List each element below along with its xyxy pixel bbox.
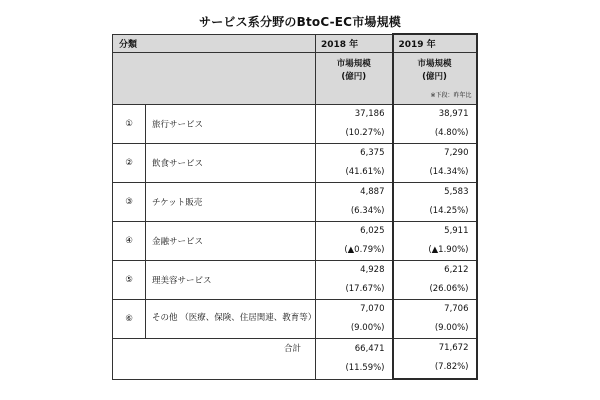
rate-2019: (26.06%) (429, 283, 469, 294)
total-2019 (393, 338, 477, 379)
yoy-note: ※下段：昨年比 (430, 91, 472, 99)
row-number: ⑥ (113, 299, 146, 338)
header-year-2018: 2018 年 (316, 34, 393, 52)
row-number: ① (113, 104, 146, 143)
row-number: ⑤ (113, 260, 146, 299)
table-row (113, 221, 477, 260)
value-2019: 5,583 (444, 186, 469, 197)
value-2018: 7,070 (360, 303, 385, 314)
unit-label: (億円) (422, 72, 447, 82)
row-number: ② (113, 143, 146, 182)
value-2019: 6,212 (444, 264, 469, 275)
rate-2018: (17.67%) (345, 283, 385, 294)
rate-2019: (▲1.90%) (428, 244, 469, 255)
rate-2019: (14.34%) (429, 166, 469, 177)
cell-2018 (316, 182, 393, 221)
row-name: 金融サービス (146, 221, 316, 260)
table-row (113, 299, 477, 338)
cell-2019 (393, 299, 477, 338)
table-row (113, 260, 477, 299)
rate-2018: (10.27%) (345, 127, 385, 138)
rate-2018: (6.34%) (350, 205, 385, 216)
total-2018 (316, 338, 393, 379)
cell-2018 (316, 299, 393, 338)
cell-2018 (316, 260, 393, 299)
row-number: ④ (113, 221, 146, 260)
header-category: 分類 (113, 34, 316, 52)
rate-2019: (4.80%) (434, 127, 469, 138)
value-2019: 38,971 (438, 108, 469, 119)
rate-2018: (11.59%) (345, 362, 385, 373)
value-2018: 4,928 (360, 264, 385, 275)
value-2018: 6,375 (360, 147, 385, 158)
rate-2018: (41.61%) (345, 166, 385, 177)
header-size-2019 (393, 52, 477, 104)
value-2018: 66,471 (354, 343, 385, 354)
value-2019: 7,706 (444, 303, 469, 314)
cell-2019 (393, 143, 477, 182)
cell-2019 (393, 182, 477, 221)
table-row (113, 104, 477, 143)
table-row (113, 182, 477, 221)
total-label: 合計 (113, 338, 316, 379)
value-2018: 4,887 (360, 186, 385, 197)
cell-2018 (316, 104, 393, 143)
cell-2019 (393, 221, 477, 260)
header-blank (113, 52, 316, 104)
value-2019: 5,911 (444, 225, 469, 236)
total-row (113, 338, 477, 379)
unit-label: (億円) (341, 72, 367, 82)
row-number: ③ (113, 182, 146, 221)
cell-2018 (316, 143, 393, 182)
size-label: 市場規模 (336, 59, 371, 69)
value-2019: 7,290 (444, 147, 469, 158)
size-label: 市場規模 (417, 59, 452, 69)
rate-2019: (9.00%) (434, 322, 469, 333)
rate-2019: (7.82%) (434, 362, 469, 373)
table-row (113, 143, 477, 182)
rate-2018: (9.00%) (350, 322, 385, 333)
row-name: 飲食サービス (146, 143, 316, 182)
table-title: サービス系分野のBtoC-EC市場規模 (199, 15, 401, 29)
rate-2018: (▲0.79%) (344, 244, 385, 255)
cell-2019 (393, 260, 477, 299)
row-name: 旅行サービス (146, 104, 316, 143)
market-size-table (112, 33, 478, 380)
cell-2018 (316, 221, 393, 260)
header-size-2018 (316, 52, 393, 104)
value-2018: 37,186 (354, 108, 385, 119)
value-2019: 71,672 (438, 343, 469, 354)
row-name: 理美容サービス (146, 260, 316, 299)
row-name: その他 （医療、保険、住居関連、教育等） (146, 299, 316, 338)
value-2018: 6,025 (360, 225, 385, 236)
rate-2019: (14.25%) (429, 205, 469, 216)
header-year-2019: 2019 年 (393, 34, 477, 52)
row-name: チケット販売 (146, 182, 316, 221)
cell-2019 (393, 104, 477, 143)
